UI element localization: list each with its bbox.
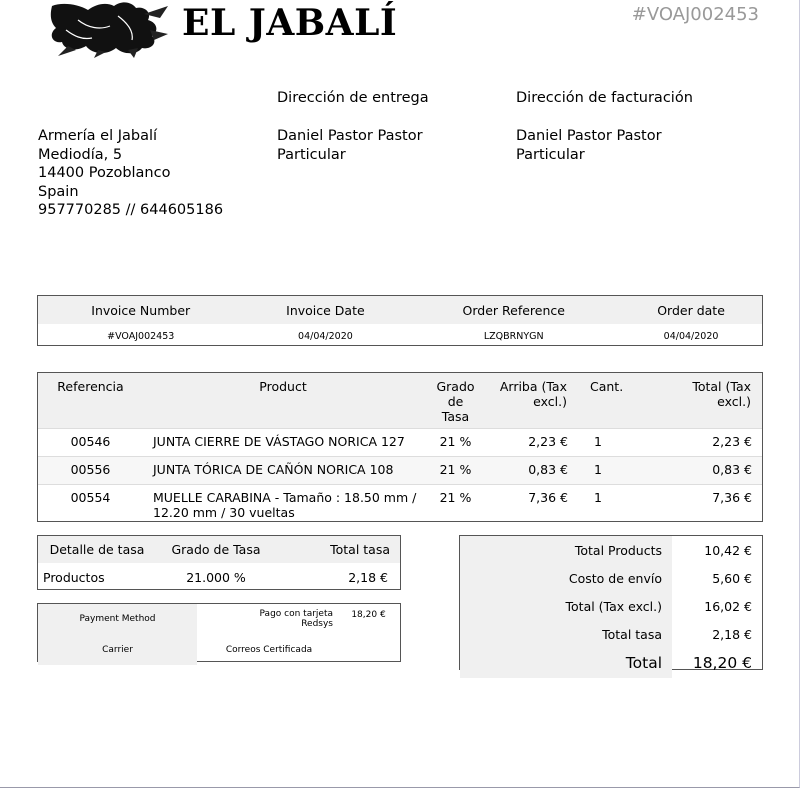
payment-table [38, 604, 400, 665]
carrier-label: Carrier [38, 634, 197, 665]
shop-phone: 957770285 // 644605186 [38, 202, 224, 218]
tax-detail-table [38, 536, 400, 591]
total-tax-label: Total tasa [460, 620, 672, 648]
billing-address-heading: Dirección de facturación [516, 90, 693, 106]
product-ref: 00546 [38, 429, 143, 457]
billing-type: Particular [516, 146, 585, 163]
delivery-name: Daniel Pastor Pastor [277, 128, 423, 144]
totals-box [459, 535, 763, 670]
col-header-unit-price: Arriba (Tax excl.) [488, 373, 578, 429]
product-tax: 21 % [423, 485, 488, 522]
tax-detail-box [37, 535, 401, 590]
table-row [38, 429, 762, 457]
product-tax: 21 % [423, 429, 488, 457]
info-header-invoice-number: Invoice Number [38, 296, 243, 324]
product-unit-price: 2,23 € [488, 429, 578, 457]
product-qty: 1 [578, 485, 648, 522]
totals-table [460, 536, 762, 678]
shop-address [38, 127, 223, 220]
col-header-product: Product [143, 373, 423, 429]
tax-row-rate: 21.000 % [186, 569, 246, 585]
product-qty: 1 [578, 429, 648, 457]
grand-total-value: 18,20 € [692, 654, 752, 672]
table-row [38, 457, 762, 485]
total-products-value: 10,42 € [704, 542, 752, 558]
product-ref: 00556 [38, 457, 143, 485]
delivery-address [277, 127, 423, 164]
product-name: JUNTA CIERRE DE VÁSTAGO NORICA 127 [143, 429, 423, 457]
shipping-cost-label: Costo de envío [460, 564, 672, 592]
shop-name: Armería el Jabalí [38, 128, 158, 144]
shop-country: Spain [38, 183, 79, 200]
tax-header-detail: Detalle de tasa [38, 536, 156, 563]
product-unit-price: 0,83 € [488, 457, 578, 485]
product-qty: 1 [578, 457, 648, 485]
products-table [38, 373, 762, 521]
payment-method-label: Payment Method [38, 604, 197, 634]
info-header-order-date: Order date [620, 296, 762, 324]
product-name: MUELLE CARABINA - Tamaño : 18.50 mm / 12.20 mm / 30 vueltas [143, 485, 423, 522]
info-invoice-number: #VOAJ002453 [107, 330, 175, 342]
payment-box [37, 603, 401, 662]
shipping-cost-value: 5,60 € [712, 570, 752, 586]
brand-name: EL JABALÍ [182, 2, 398, 44]
col-header-total: Total (Tax excl.) [648, 373, 762, 429]
payment-method-value: Pago con tarjeta Redsys [259, 609, 333, 629]
product-ref: 00554 [38, 485, 143, 522]
info-order-date: 04/04/2020 [663, 330, 719, 342]
invoice-info-table [38, 296, 762, 348]
payment-amount: 18,20 € [351, 610, 386, 620]
info-order-reference: LZQBRNYGN [483, 330, 544, 342]
col-header-tax-rate: Grado de Tasa [423, 373, 488, 429]
tax-header-rate: Grado de Tasa [156, 536, 276, 563]
shop-street: Mediodía, 5 [38, 146, 123, 163]
info-invoice-date: 04/04/2020 [298, 330, 353, 342]
billing-name: Daniel Pastor Pastor [516, 128, 662, 144]
total-tax-value: 2,18 € [712, 626, 752, 642]
delivery-address-heading: Dirección de entrega [277, 90, 429, 106]
invoice-info-box [37, 295, 763, 346]
total-tax-excl-label: Total (Tax excl.) [460, 592, 672, 620]
total-products-label: Total Products [460, 536, 672, 564]
carrier-value: Correos Certificada [225, 644, 313, 655]
product-name: JUNTA TÓRICA DE CAÑÓN NORICA 108 [143, 457, 423, 485]
grand-total-label: Total [460, 648, 672, 678]
total-tax-excl-value: 16,02 € [704, 598, 752, 614]
info-header-order-reference: Order Reference [407, 296, 620, 324]
info-header-invoice-date: Invoice Date [243, 296, 407, 324]
col-header-reference: Referencia [38, 373, 143, 429]
tax-header-total: Total tasa [276, 536, 400, 563]
invoice-number-header: #VOAJ002453 [631, 4, 759, 25]
shop-city: 14400 Pozoblanco [38, 165, 171, 181]
product-total: 0,83 € [648, 457, 762, 485]
product-tax: 21 % [423, 457, 488, 485]
col-header-quantity: Cant. [578, 373, 648, 429]
table-row [38, 485, 762, 522]
tax-row-total: 2,18 € [348, 569, 388, 585]
delivery-type: Particular [277, 146, 346, 163]
billing-address [516, 127, 662, 164]
tax-row-label: Productos [43, 569, 105, 585]
products-box [37, 372, 763, 522]
product-total: 7,36 € [648, 485, 762, 522]
product-total: 2,23 € [648, 429, 762, 457]
product-unit-price: 7,36 € [488, 485, 578, 522]
boar-logo-icon [48, 0, 170, 58]
